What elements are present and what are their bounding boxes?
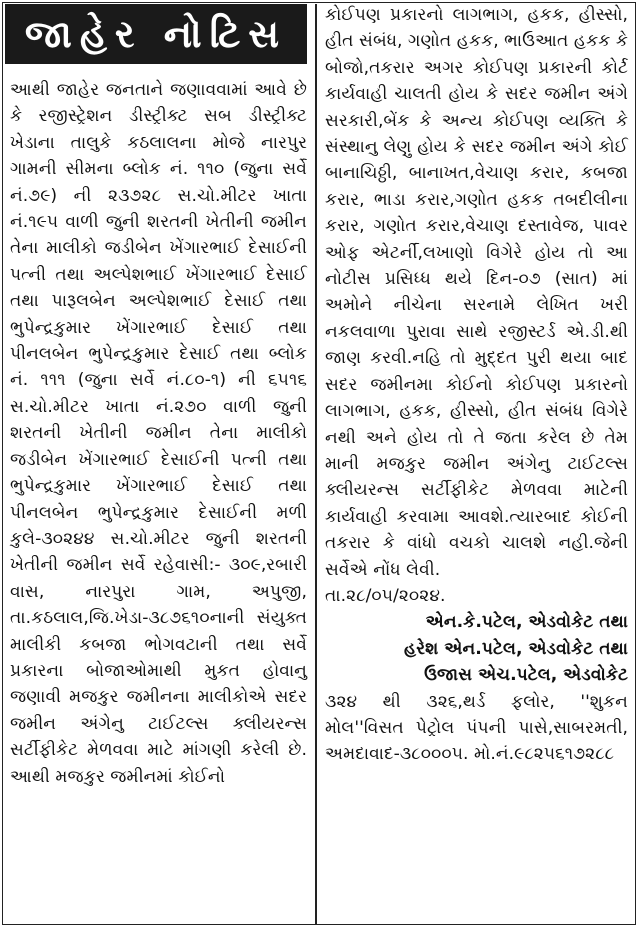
left-column	[10, 77, 307, 790]
notice-title: જાહેર નોટિસ	[5, 4, 307, 64]
signatory-2: હરેશ એન.પટેલ, એડવોકેટ તથા	[404, 638, 628, 659]
notice-body-right: કોઈપણ પ્રકારનો લાગભાગ, હકક, હીસ્સો, હીત સંબંધ, ગણોત હકક, ભાઉઆત હકક કે બોજો,તકરાર અગર કોઈપણ પ્રકારની કોર્ટ કાર્યવાહી ચાલતી હોય કે સદર જમીન અંગે સરકારી,બેંક કે અન્ય કોઈપણ વ્યક્તિ કે સંસ્થાનુ લેણુ હોય કે સદર જમીન અંગે કોઈ બાનાચિઠ્ઠી, બાનાખત,વેચાણ કરાર, કબજા કરાર, ભાડા કરાર,ગણોત હકક તબદીલીના કરાર, ગણોત કરાર,વેચાણ દસ્તાવેજ, પાવર ઓફ એટર્ની,લખાણો વિગેરે હોય તો આ નોટીસ પ્રસિધ્ધ થયે દિન-૦૭ (સાત) માં અમોને નીચેના સરનામે લેખિત ખરી નકલવાળા પુરાવા સાથે રજીસ્ટર્ડ એ.ડી.થી જાણ કરવી.નહિ તો મુદ્દત પુરી થયા બાદ સદર જમીનમા કોઈનો કોઈપણ પ્રકારનો લાગભાગ, હકક, હીસ્સો, હીત સંબંધ વિગેરે નથી અને હોય તો તે જતા કરેલ છે તેમ માની મજકુર જમીન અંગેનુ ટાઈટલ્સ ક્લીયરન્સ સર્ટીફીકેટ મેળવવા માટેની કાર્યવાહી કરવામા આવશે.ત્યારબાદ કોઈની તકરાર કે વાંધો વચકો ચાલશે નહી.જેની સર્વેએ નોંધ લેવી.	[325, 5, 628, 580]
notice-date: તા.૨૮/૦૫/૨૦૨૪.	[325, 585, 446, 606]
right-column	[325, 2, 628, 768]
notice-body-left: આથી જાહેર જનતાને જણાવવામાં આવે છે કે રજીસ્ટ્રેશન ડીસ્ટ્રીક્ટ સબ ડીસ્ટ્રીક્ટ ખેડાના તાલુકે કઠલાલના મોજે નારપુર ગામની સીમના બ્લોક નં. ૧૧૦ (જુના સર્વે નં.૭૯) ની ૨૩૭૨૮ સ.ચો.મીટર ખાતા નં.૧૯૫ વાળી જુની શરતની ખેતીની જમીન તેના માલીકો જડીબેન ખેંગારભાઈ દેસાઈની પત્ની તથા અલ્પેશભાઈ ખેંગારભાઈ દેસાઈ તથા પારૂલબેન અલ્પેશભાઈ દેસાઈ તથા ભુપેન્દ્રકુમાર ખેંગારભાઈ દેસાઈ તથા પીનલબેન ભુપેન્દ્રકુમાર દેસાઈ તથા બ્લોક નં. ૧૧૧ (જુના સર્વે નં.૮૦-૧) ની ૬૫૧૬ સ.ચો.મીટર ખાતા નં.૨૭૦ વાળી જુની શરતની ખેતીની જમીન તેના માલીકો જડીબેન ખેંગારભાઈ દેસાઈની પત્ની તથા ભુપેન્દ્રકુમાર ખેંગારભાઈ દેસાઈ તથા પીનલબેન ભુપેન્દ્રકુમાર દેસાઈની મળી કુલે-૩૦૨૪૪ સ.ચો.મીટર જુની શરતની ખેતીની જમીન સર્વે રહેવાસી:- ૩૦૯,રબારી વાસ, નારપુરા ગામ, અપુજી, તા.કઠલાલ,જિ.ખેડા-૩૮૭૬૧૦નાની સંયુક્ત માલીકી કબજા ભોગવટાની તથા સર્વે પ્રકારના બોજાઓમાથી મુકત હોવાનુ જણાવી મજકુર જમીનના માલીકોએ સદર જમીન અંગેનુ ટાઈટલ્સ ક્લીયરન્સ સર્ટીફીકેટ મેળવવા માટે માંગણી કરેલી છે. આથી મજકુર જમીનમાં કોઈનો	[10, 80, 307, 787]
signatory-3: ઉજાસ એચ.પટેલ, એડવોકેટ	[424, 665, 628, 686]
column-divider	[315, 4, 317, 925]
advocate-address: ૩૨૪ થી ૩૨૬,થર્ડ ફલોર, ''શુકન મોલ''વિસત પેટ્રોલ પંપની પાસે,સાબરમતી, અમદાવાદ-૩૮૦૦૦૫. મો.નં.૯૮૨૫૬૧૭૨૮૮	[325, 691, 628, 765]
signatory-1: એન.કે.પટેલ, એડવોકેટ તથા	[425, 612, 628, 633]
